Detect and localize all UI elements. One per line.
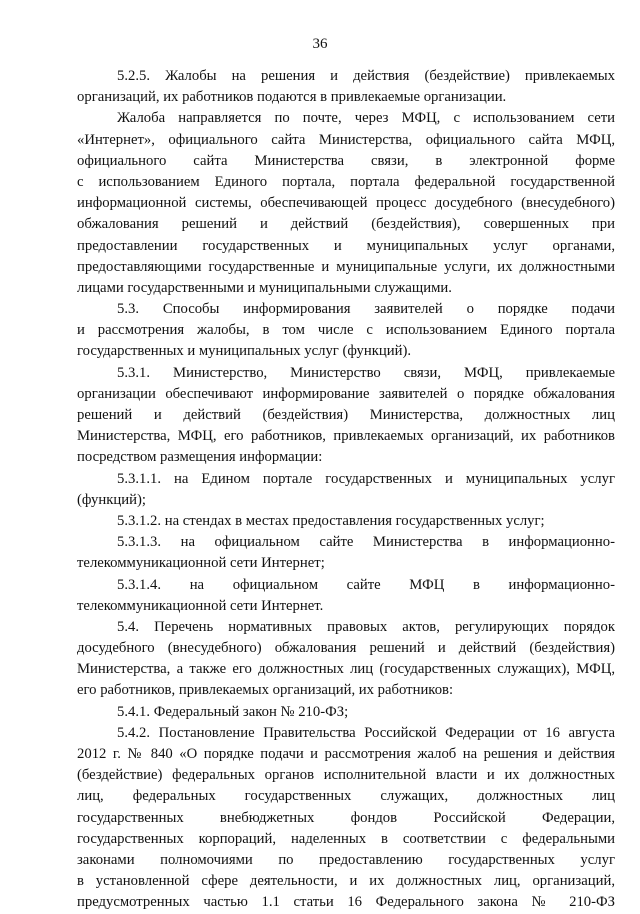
- paragraph-5-2-5: [77, 66, 615, 108]
- text-line: государственных корпораций, наделенных в соответствии с федеральными: [77, 830, 615, 847]
- paragraph-5-3-1-3: [77, 532, 615, 574]
- text-line: предоставляющими государственные и муниципальные услуги, их должностными: [77, 258, 615, 275]
- text-line: «Интернет», официального сайта Министерства, официального сайта МФЦ,: [77, 131, 615, 148]
- text-line: законами полномочиями по предоставлению государственных услуг: [77, 851, 615, 868]
- page-number: 36: [312, 36, 328, 52]
- paragraph-5-3-1: [77, 363, 615, 469]
- paragraph-complaint-channels: [77, 108, 615, 299]
- text-line: (бездействие) федеральных органов исполнительной власти и их должностных: [77, 767, 615, 784]
- text-line: лиц, федеральных государственных служащих, должностных лиц: [77, 788, 615, 805]
- text-line: 5.2.5. Жалобы на решения и действия (бездействие) привлекаемых: [117, 68, 615, 84]
- text-line: лицами государственными и муниципальными служащими.: [77, 279, 452, 296]
- text-line: его работников, привлекаемых организаций, их работников:: [77, 682, 454, 699]
- text-line: предусмотренных частью 1.1 статьи 16 Федерального закона № 210-ФЗ: [77, 894, 615, 911]
- text-line: 2012 г. № 840 «О порядке подачи и рассмотрения жалоб на решения и действия: [77, 746, 615, 762]
- text-line: 5.3.1. Министерство, Министерство связи, МФЦ, привлекаемые: [117, 364, 615, 381]
- text-line: Министерства, МФЦ, его работников, привлекаемых организаций, их работников: [77, 428, 615, 445]
- text-line: в установленной сфере деятельности, и их должностных лиц, организаций,: [77, 873, 615, 890]
- text-line: досудебного (внесудебного) обжалования решений и действий (бездействия): [77, 640, 615, 657]
- text-line: государственных и муниципальных услуг (функций).: [77, 343, 412, 360]
- text-line: 5.4.1. Федеральный закон № 210-ФЗ;: [117, 703, 349, 720]
- text-line: 5.4.2. Постановление Правительства Российской Федерации от 16 августа: [117, 724, 615, 741]
- paragraph-5-3-1-4: [77, 575, 615, 617]
- text-line: Жалоба направляется по почте, через МФЦ, с использованием сети: [117, 110, 615, 127]
- paragraph-5-4-1: [77, 702, 615, 723]
- text-line: 5.3.1.1. на Едином портале государственных и муниципальных услуг: [117, 470, 615, 487]
- text-line: официального сайта Министерства связи, в электронной форме: [77, 152, 615, 169]
- text-line: (функций);: [77, 491, 146, 508]
- paragraph-5-3-1-1: [77, 469, 615, 511]
- text-line: организации обеспечивают информирование заявителей о порядке обжалования: [77, 385, 615, 402]
- paragraph-5-4: [77, 617, 615, 702]
- document-body: [77, 66, 615, 914]
- text-line: 5.3.1.2. на стендах в местах предоставления государственных услуг;: [117, 512, 545, 529]
- text-line: информационной системы, обеспечивающей процесс досудебного (внесудебного): [77, 195, 615, 212]
- text-line: организаций, их работников подаются в привлекаемые организации.: [77, 89, 507, 106]
- text-line: 5.3.1.4. на официальном сайте МФЦ в информационно-: [117, 576, 615, 593]
- text-line: Министерства, а также его должностных лиц (государственных служащих), МФЦ,: [77, 661, 615, 678]
- text-line: и рассмотрения жалобы, в том числе с использованием Единого портала: [77, 322, 615, 339]
- text-line: обжалования решений и действий (бездействия), совершенных при: [77, 216, 615, 233]
- text-line: предоставлении государственных и муниципальных услуг органами,: [77, 237, 615, 254]
- paragraph-5-4-2: [77, 723, 615, 914]
- text-line: с использованием Единого портала, портала федеральной государственной: [77, 173, 615, 190]
- paragraph-5-3-1-2: [77, 511, 615, 532]
- text-line: посредством размещения информации:: [77, 449, 323, 466]
- text-line: телекоммуникационной сети Интернет;: [77, 555, 325, 572]
- paragraph-5-3: [77, 299, 615, 363]
- text-line: 5.3. Способы информирования заявителей о порядке подачи: [117, 301, 615, 318]
- text-line: телекоммуникационной сети Интернет.: [77, 597, 324, 614]
- text-line: 5.3.1.3. на официальном сайте Министерства в информационно-: [117, 534, 615, 551]
- text-line: государственных внебюджетных фондов Российской Федерации,: [77, 809, 615, 826]
- text-line: решений и действий (бездействия) Министерства, должностных лиц: [77, 407, 615, 423]
- text-line: 5.4. Перечень нормативных правовых актов, регулирующих порядок: [117, 618, 615, 635]
